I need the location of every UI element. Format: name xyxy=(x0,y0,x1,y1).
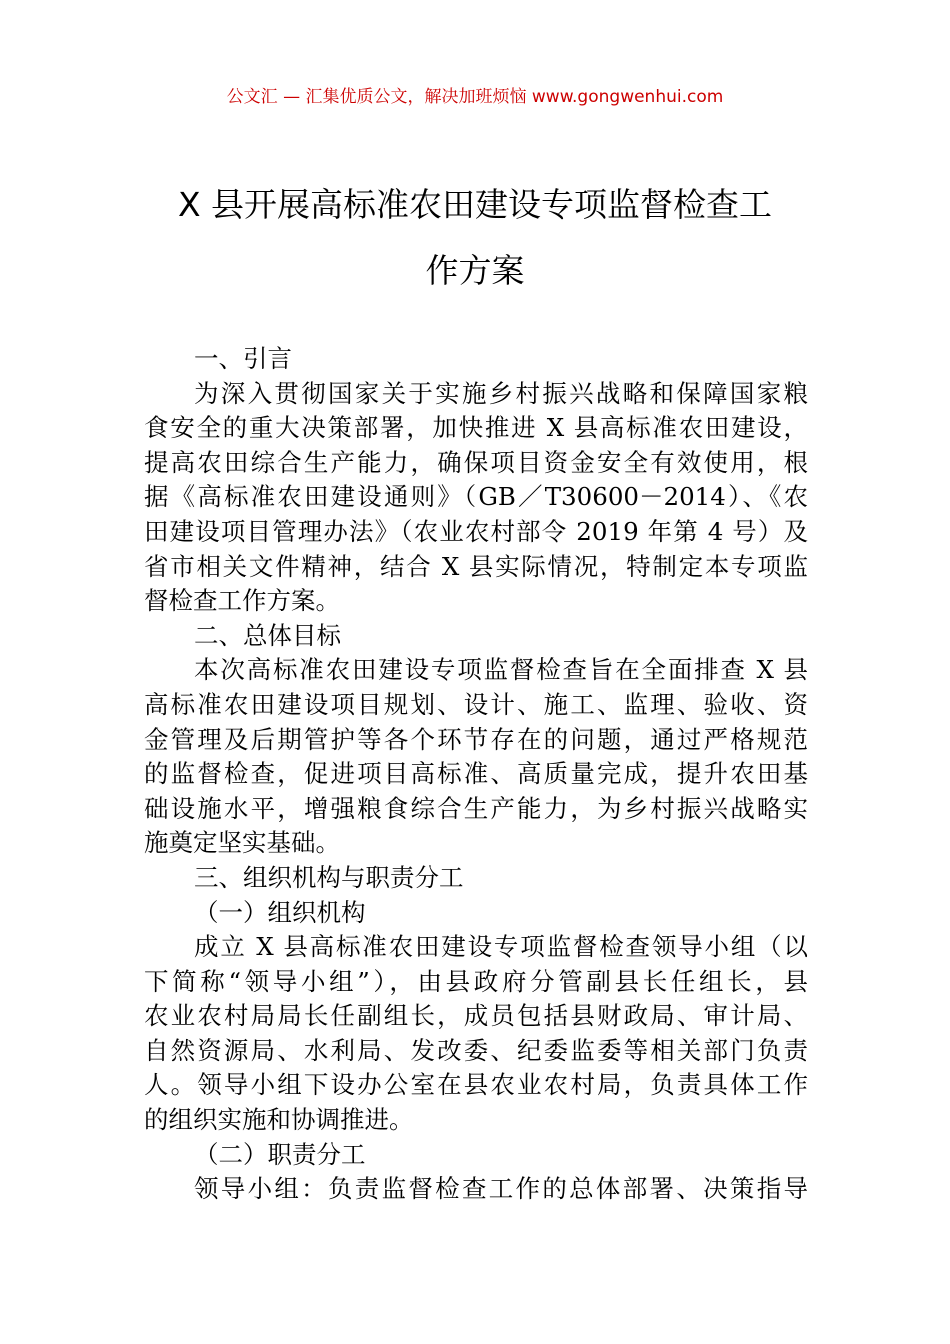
paragraph-line: 据《高标准农田建设通则》（GB／T30600－2014）、《农 xyxy=(144,482,808,512)
paragraph-line: 人。领导小组下设办公室在县农业农村局，负责具体工作 xyxy=(144,1070,808,1100)
document-body xyxy=(144,342,808,1207)
paragraph-line: 的组织实施和协调推进。 xyxy=(144,1105,414,1135)
paragraph-line: 领导小组：负责监督检查工作的总体部署、决策指导 xyxy=(194,1174,808,1204)
section-heading-organization: 三、组织机构与职责分工 xyxy=(194,862,464,892)
paragraph-line: 础设施水平，增强粮食综合生产能力，为乡村振兴战略实 xyxy=(144,793,808,823)
paragraph-line: 农业农村局局长任副组长，成员包括县财政局、审计局、 xyxy=(144,1001,808,1031)
subsection-heading-duties: （二）职责分工 xyxy=(194,1139,366,1169)
paragraph-line: 食安全的重大决策部署，加快推进 X 县高标准农田建设， xyxy=(144,413,808,443)
site-header-link[interactable]: 公文汇 — 汇集优质公文，解决加班烦恼 www.gongwenhui.com xyxy=(226,87,724,107)
paragraph-line: 田建设项目管理办法》（农业农村部令 2019 年第 4 号）及 xyxy=(144,516,808,546)
paragraph-line: 省市相关文件精神，结合 X 县实际情况，特制定本专项监 xyxy=(144,551,808,581)
section-heading-goals: 二、总体目标 xyxy=(194,620,341,650)
paragraph-line: 的监督检查，促进项目高标准、高质量完成，提升农田基 xyxy=(144,759,808,789)
paragraph-line: 本次高标准农田建设专项监督检查旨在全面排查 X 县 xyxy=(194,655,808,685)
paragraph-line: 下简称“领导小组”），由县政府分管副县长任组长，县 xyxy=(144,966,808,996)
paragraph-line: 为深入贯彻国家关于实施乡村振兴战略和保障国家粮 xyxy=(194,378,808,408)
paragraph-line: 督检查工作方案。 xyxy=(144,586,340,616)
paragraph-line: 成立 X 县高标准农田建设专项监督检查领导小组（以 xyxy=(194,932,808,962)
document-title-line-1: X 县开展高标准农田建设专项监督检查工 xyxy=(177,185,773,224)
subsection-heading-organization: （一）组织机构 xyxy=(194,897,366,927)
document-title-line-2: 作方案 xyxy=(425,251,525,290)
paragraph-line: 高标准农田建设项目规划、设计、施工、监理、验收、资 xyxy=(144,689,808,719)
section-heading-intro: 一、引言 xyxy=(194,344,292,373)
paragraph-line: 施奠定坚实基础。 xyxy=(144,828,340,858)
paragraph-line: 自然资源局、水利局、发改委、纪委监委等相关部门负责 xyxy=(144,1035,808,1065)
paragraph-line: 提高农田综合生产能力，确保项目资金安全有效使用，根 xyxy=(144,447,808,477)
paragraph-line: 金管理及后期管护等各个环节存在的问题，通过严格规范 xyxy=(144,724,808,754)
